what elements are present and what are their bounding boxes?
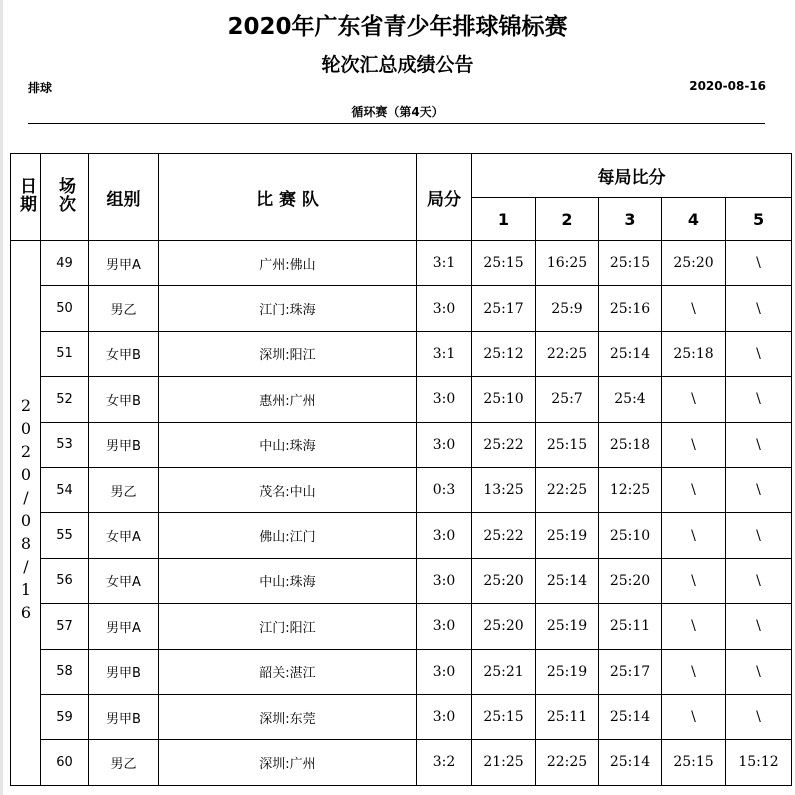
teams: 广州:佛山 [159, 241, 417, 286]
teams: 中山:珠海 [159, 422, 417, 467]
set-score-2: 25:11 [536, 694, 599, 739]
set-score-1: 25:20 [472, 604, 536, 649]
report-date: 2020-08-16 [689, 79, 766, 93]
set-score-1: 25:15 [472, 241, 536, 286]
match-number: 50 [41, 286, 89, 331]
header-group: 组别 [89, 154, 159, 241]
set-score-1: 21:25 [472, 740, 536, 785]
group: 男甲A [89, 241, 159, 286]
header-sets: 局分 [417, 154, 472, 241]
day-cell [11, 241, 41, 786]
group: 男乙 [89, 740, 159, 785]
set-score-3: 25:17 [599, 649, 662, 694]
match-number: 52 [41, 377, 89, 422]
table-row [11, 377, 792, 422]
header-date [11, 154, 41, 241]
set-score-2: 22:25 [536, 467, 599, 512]
teams: 深圳:阳江 [159, 331, 417, 376]
set-result: 3:0 [417, 604, 472, 649]
divider [28, 123, 765, 124]
set-score-4: 25:18 [662, 331, 726, 376]
set-score-3: 25:14 [599, 740, 662, 785]
set-score-1: 13:25 [472, 467, 536, 512]
set-score-3: 25:14 [599, 694, 662, 739]
set-score-2: 25:19 [536, 604, 599, 649]
set-score-1: 25:15 [472, 694, 536, 739]
set-score-5: \ [726, 422, 792, 467]
set-score-2: 16:25 [536, 241, 599, 286]
set-score-1: 25:22 [472, 422, 536, 467]
match-number: 54 [41, 467, 89, 512]
match-number: 60 [41, 740, 89, 785]
set-score-4: \ [662, 694, 726, 739]
match-number: 49 [41, 241, 89, 286]
table-row [11, 558, 792, 603]
table-row [11, 649, 792, 694]
match-number: 51 [41, 331, 89, 376]
match-number: 53 [41, 422, 89, 467]
document-title: 2020年广东省青少年排球锦标赛 [227, 14, 568, 40]
set-result: 3:1 [417, 331, 472, 376]
set-score-5: \ [726, 694, 792, 739]
header-set-3: 3 [599, 198, 662, 241]
teams: 深圳:东莞 [159, 694, 417, 739]
table-row [11, 422, 792, 467]
teams: 江门:珠海 [159, 286, 417, 331]
document-subtitle: 轮次汇总成绩公告 [321, 54, 474, 76]
set-score-5: \ [726, 241, 792, 286]
table-row [11, 467, 792, 512]
set-score-5: 15:12 [726, 740, 792, 785]
set-score-3: 25:11 [599, 604, 662, 649]
set-score-4: 25:20 [662, 241, 726, 286]
set-score-1: 25:12 [472, 331, 536, 376]
set-result: 3:0 [417, 649, 472, 694]
set-score-1: 25:10 [472, 377, 536, 422]
set-score-2: 22:25 [536, 331, 599, 376]
group: 女甲A [89, 558, 159, 603]
match-number: 55 [41, 513, 89, 558]
set-result: 3:0 [417, 558, 472, 603]
set-score-4: \ [662, 286, 726, 331]
set-score-2: 25:7 [536, 377, 599, 422]
set-score-3: 25:14 [599, 331, 662, 376]
round-label: 循环赛（第4天） [351, 105, 444, 119]
group: 女甲B [89, 377, 159, 422]
teams: 江门:阳江 [159, 604, 417, 649]
set-score-4: \ [662, 558, 726, 603]
table-row [11, 286, 792, 331]
set-score-5: \ [726, 604, 792, 649]
set-score-1: 25:22 [472, 513, 536, 558]
header-date-text: 日期 [16, 176, 36, 213]
header-match [41, 154, 89, 241]
set-score-3: 25:20 [599, 558, 662, 603]
set-result: 3:0 [417, 422, 472, 467]
table-row [11, 241, 792, 286]
set-score-1: 25:17 [472, 286, 536, 331]
header-set-scores: 每局比分 [472, 154, 792, 198]
set-score-3: 25:18 [599, 422, 662, 467]
set-score-4: \ [662, 467, 726, 512]
set-score-4: \ [662, 422, 726, 467]
set-score-2: 25:9 [536, 286, 599, 331]
set-result: 3:2 [417, 740, 472, 785]
set-score-3: 25:15 [599, 241, 662, 286]
teams: 韶关:湛江 [159, 649, 417, 694]
set-result: 3:0 [417, 513, 472, 558]
set-score-5: \ [726, 513, 792, 558]
set-score-2: 25:15 [536, 422, 599, 467]
set-score-2: 25:19 [536, 513, 599, 558]
results-table [10, 153, 792, 786]
teams: 深圳:广州 [159, 740, 417, 785]
sport-label: 排球 [28, 81, 53, 95]
set-score-3: 25:10 [599, 513, 662, 558]
table-row [11, 513, 792, 558]
set-score-3: 25:16 [599, 286, 662, 331]
set-score-5: \ [726, 286, 792, 331]
set-score-3: 25:4 [599, 377, 662, 422]
results-body [11, 241, 792, 786]
set-score-5: \ [726, 377, 792, 422]
group: 男乙 [89, 286, 159, 331]
header-set-1: 1 [472, 198, 536, 241]
group: 男甲B [89, 422, 159, 467]
set-score-5: \ [726, 558, 792, 603]
set-score-4: \ [662, 513, 726, 558]
set-score-4: \ [662, 604, 726, 649]
header-set-4: 4 [662, 198, 726, 241]
day-text: 2020/08/16 [16, 395, 36, 626]
teams: 茂名:中山 [159, 467, 417, 512]
match-number: 57 [41, 604, 89, 649]
set-score-2: 22:25 [536, 740, 599, 785]
header-set-2: 2 [536, 198, 599, 241]
set-score-2: 25:19 [536, 649, 599, 694]
table-row [11, 740, 792, 785]
set-result: 3:0 [417, 694, 472, 739]
header-match-text: 场次 [55, 176, 75, 213]
set-result: 3:0 [417, 286, 472, 331]
table-row [11, 694, 792, 739]
set-result: 3:1 [417, 241, 472, 286]
set-score-2: 25:14 [536, 558, 599, 603]
header-teams: 比 赛 队 [159, 154, 417, 241]
match-number: 56 [41, 558, 89, 603]
teams: 中山:珠海 [159, 558, 417, 603]
set-score-4: \ [662, 649, 726, 694]
set-score-5: \ [726, 649, 792, 694]
set-score-4: \ [662, 377, 726, 422]
set-score-3: 12:25 [599, 467, 662, 512]
teams: 佛山:江门 [159, 513, 417, 558]
set-score-1: 25:21 [472, 649, 536, 694]
group: 女甲B [89, 331, 159, 376]
group: 男甲A [89, 604, 159, 649]
set-score-5: \ [726, 467, 792, 512]
table-row [11, 331, 792, 376]
set-result: 3:0 [417, 377, 472, 422]
match-number: 58 [41, 649, 89, 694]
group: 男甲B [89, 694, 159, 739]
group: 男甲B [89, 649, 159, 694]
set-score-1: 25:20 [472, 558, 536, 603]
set-score-5: \ [726, 331, 792, 376]
group: 女甲A [89, 513, 159, 558]
group: 男乙 [89, 467, 159, 512]
set-score-4: 25:15 [662, 740, 726, 785]
header-set-5: 5 [726, 198, 792, 241]
set-result: 0:3 [417, 467, 472, 512]
table-row [11, 604, 792, 649]
teams: 惠州:广州 [159, 377, 417, 422]
match-number: 59 [41, 694, 89, 739]
